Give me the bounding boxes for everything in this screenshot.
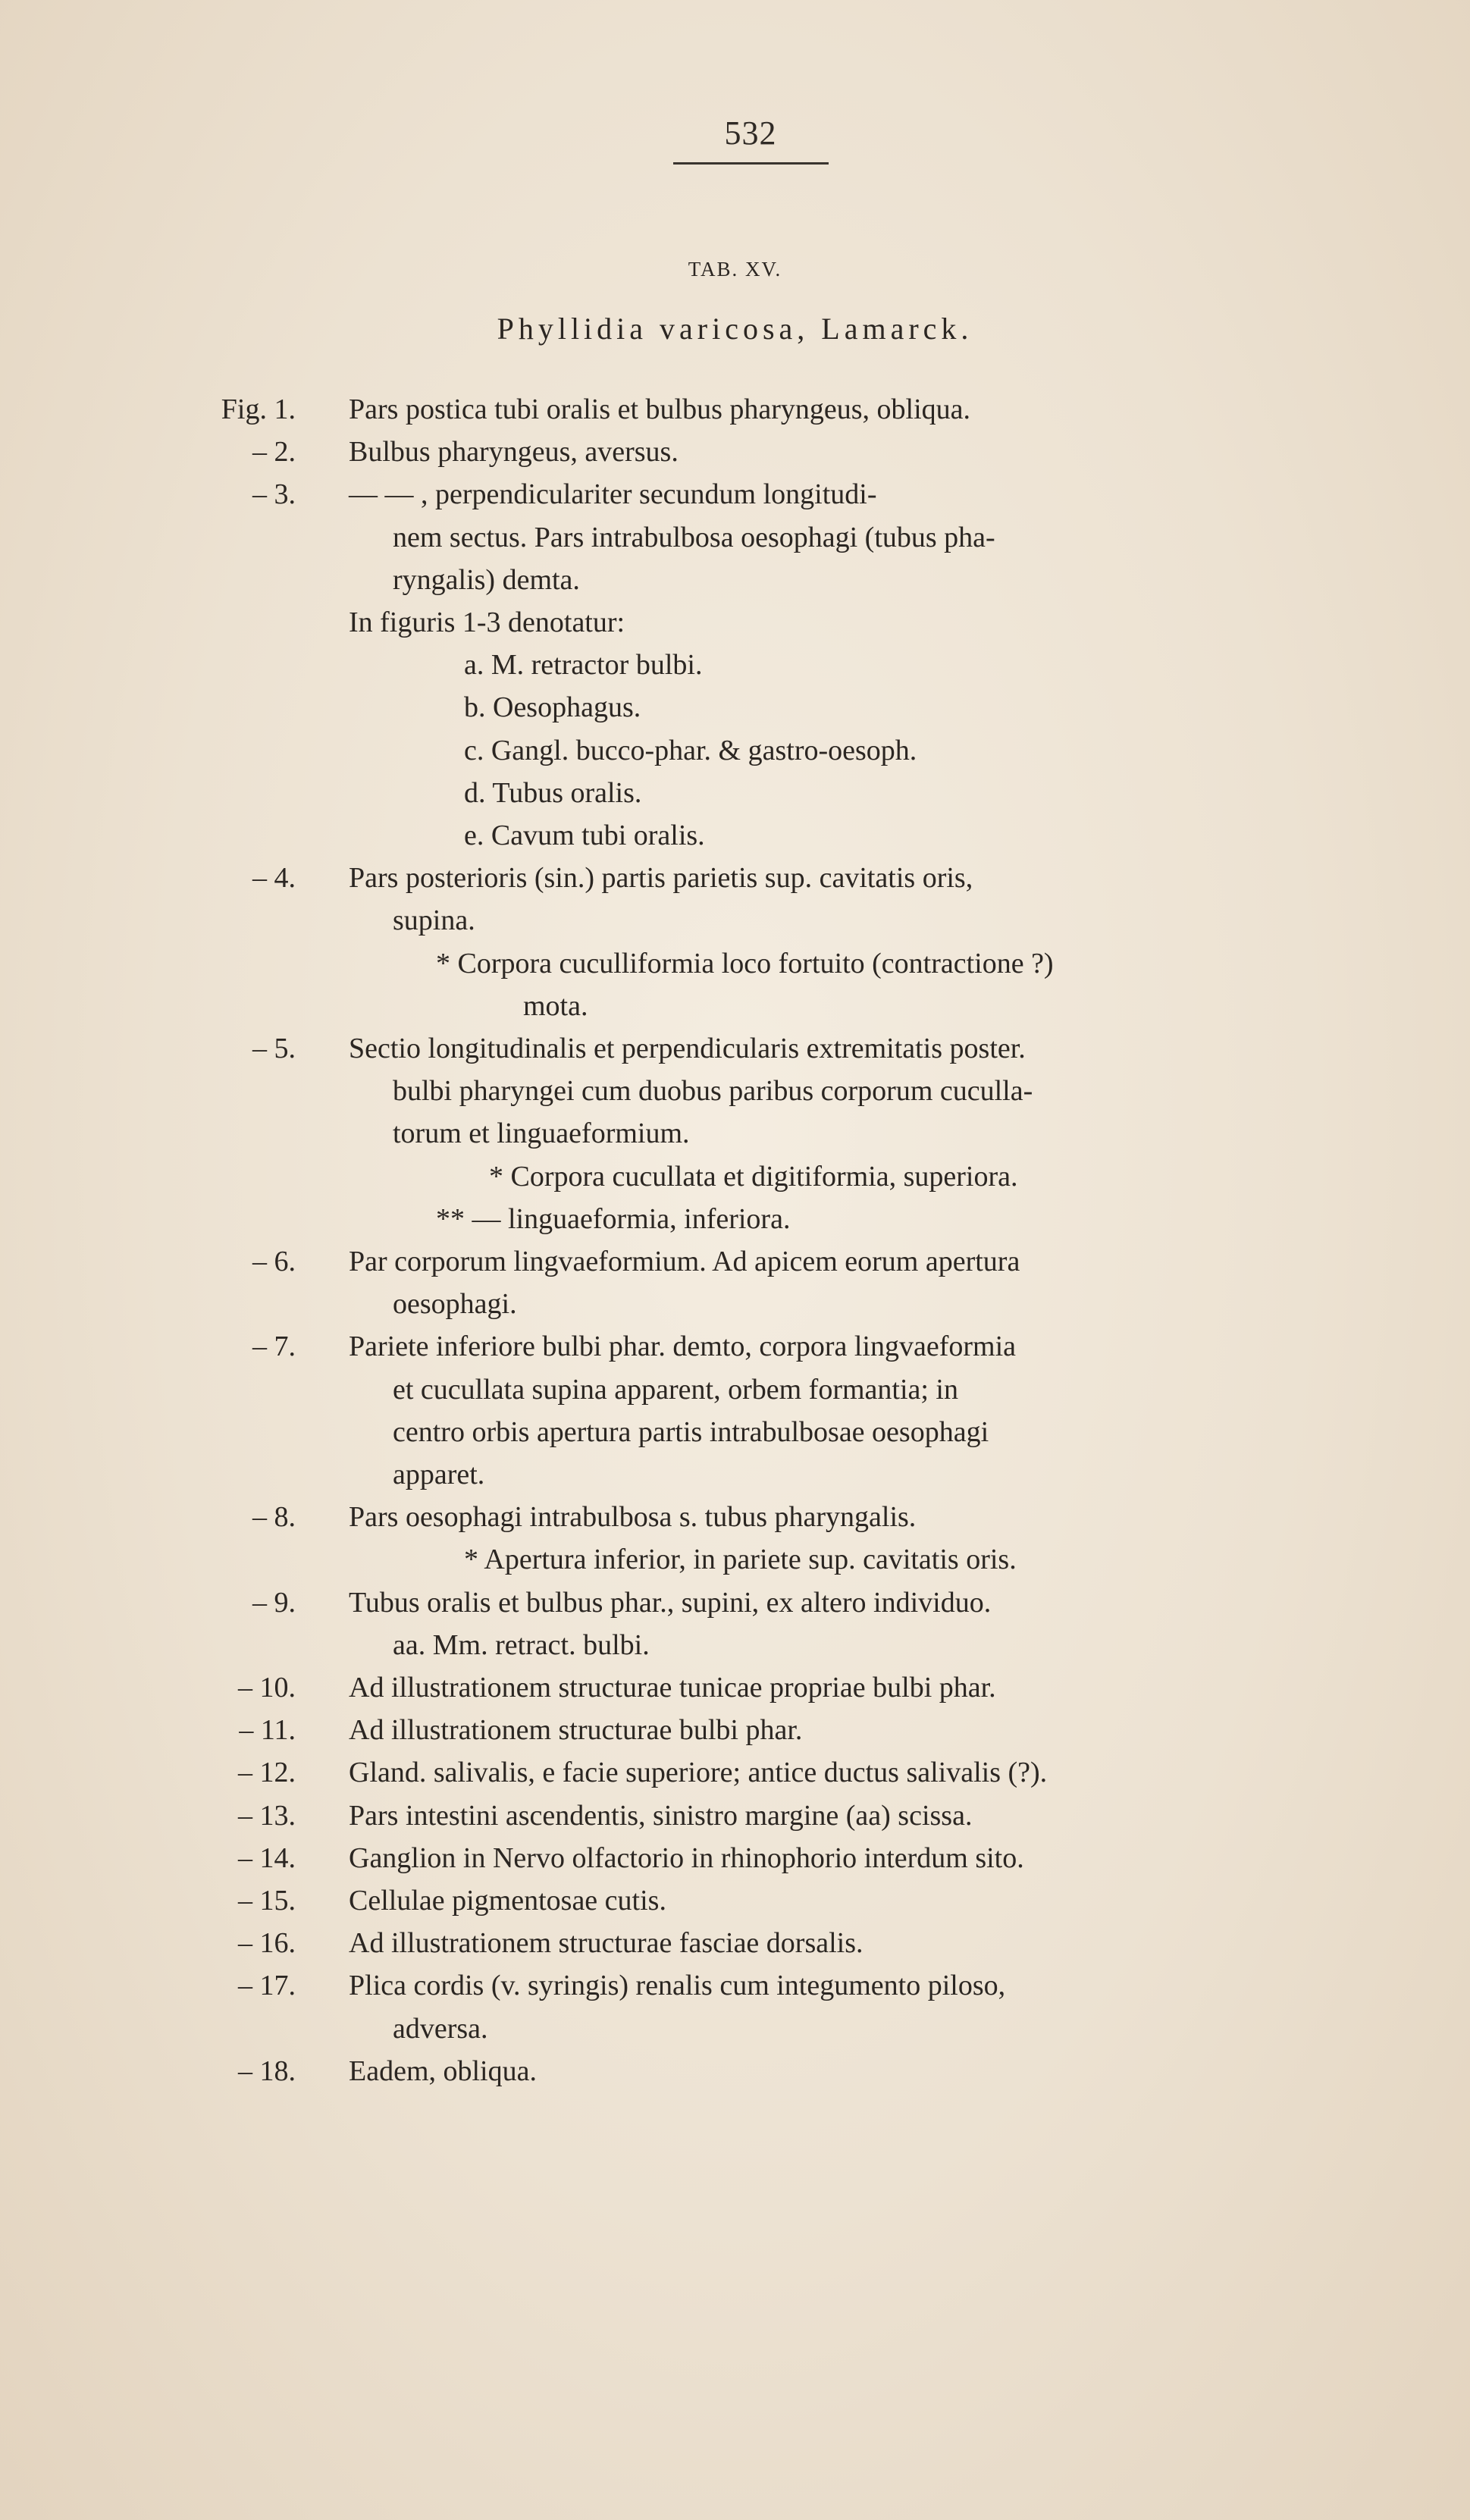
caption-text: bulbi pharyngei cum duobus paribus corporum cuculla- xyxy=(393,1075,1033,1108)
caption-line xyxy=(0,516,1470,559)
caption-text: Par corporum lingvaeformium. Ad apicem eorum apertura xyxy=(349,1246,1020,1277)
caption-text: adversa. xyxy=(393,2012,488,2045)
figure-number: – 9. xyxy=(252,1586,296,1619)
caption-text: In figuris 1-3 denotatur: xyxy=(349,606,625,638)
caption-line xyxy=(0,388,1470,431)
caption-line xyxy=(0,857,1470,899)
caption-text: * Corpora cucullata et digitiformia, superiora. xyxy=(489,1160,1018,1193)
caption-text: aa. Mm. retract. bulbi. xyxy=(393,1628,650,1661)
caption-text: centro orbis apertura partis intrabulbosae oesophagi xyxy=(393,1415,989,1448)
caption-line xyxy=(0,1922,1470,1964)
caption-text: e. Cavum tubi oralis. xyxy=(464,820,705,851)
caption-line xyxy=(0,1581,1470,1624)
caption-line xyxy=(0,473,1470,516)
figure-number: – 17. xyxy=(238,1970,296,2002)
caption-line xyxy=(0,1070,1470,1112)
caption-text: ** — linguaeformia, inferiora. xyxy=(436,1202,791,1235)
caption-text: Pars posterioris (sin.) partis parietis sup. cavitatis oris, xyxy=(349,862,973,895)
figure-number: – 12. xyxy=(238,1757,296,1789)
species-title: Phyllidia varicosa, Lamarck. xyxy=(497,312,973,346)
figure-number: – 6. xyxy=(252,1246,296,1277)
caption-line xyxy=(0,2050,1470,2092)
caption-text: b. Oesophagus. xyxy=(464,691,641,724)
caption-line xyxy=(0,1837,1470,1879)
caption-text: et cucullata supina apparent, orbem formantia; in xyxy=(393,1373,958,1406)
caption-line xyxy=(0,644,1470,686)
page-number: 532 xyxy=(724,114,777,152)
figure-number: – 14. xyxy=(238,1841,296,1874)
caption-text: Ad illustrationem structurae fasciae dorsalis. xyxy=(349,1927,864,1960)
caption-line xyxy=(0,686,1470,729)
caption-line xyxy=(0,1198,1470,1240)
caption-line xyxy=(0,899,1470,942)
page-number-rule xyxy=(673,162,829,165)
caption-text: Sectio longitudinalis et perpendicularis extremitatis poster. xyxy=(349,1033,1026,1064)
figure-number: – 4. xyxy=(252,862,296,895)
caption-line xyxy=(0,1538,1470,1581)
caption-text: a. M. retractor bulbi. xyxy=(464,649,703,682)
caption-text: Ad illustrationem structurae bulbi phar. xyxy=(349,1714,803,1747)
caption-line xyxy=(0,772,1470,814)
caption-line xyxy=(0,1112,1470,1155)
figure-number: – 10. xyxy=(238,1672,296,1704)
caption-text: — — , perpendiculariter secundum longitudi- xyxy=(349,478,877,511)
caption-line xyxy=(0,1624,1470,1666)
caption-text: Eadem, obliqua. xyxy=(349,2055,537,2087)
plate-label: TAB. XV. xyxy=(688,258,782,281)
caption-text: Pariete inferiore bulbi phar. demto, corpora lingvaeformia xyxy=(349,1331,1017,1363)
caption-line xyxy=(0,559,1470,601)
caption-line xyxy=(0,729,1470,772)
caption-text: Plica cordis (v. syringis) renalis cum integumento piloso, xyxy=(349,1970,1006,2002)
caption-line xyxy=(0,1368,1470,1411)
caption-line xyxy=(0,1155,1470,1198)
caption-text: mota. xyxy=(523,989,588,1022)
figure-number: – 5. xyxy=(252,1033,296,1064)
caption-text: Ad illustrationem structurae tunicae propriae bulbi phar. xyxy=(349,1672,996,1704)
figure-number: – 3. xyxy=(252,478,296,511)
caption-text: oesophagi. xyxy=(393,1288,517,1321)
caption-text: Gland. salivalis, e facie superiore; antice ductus salivalis (?). xyxy=(349,1757,1048,1789)
caption-text: Cellulae pigmentosae cutis. xyxy=(349,1885,666,1917)
caption-line xyxy=(0,1027,1470,1070)
caption-line xyxy=(0,985,1470,1027)
caption-text: supina. xyxy=(393,904,475,937)
figure-number: – 11. xyxy=(239,1714,296,1747)
caption-line xyxy=(0,1283,1470,1325)
caption-line xyxy=(0,1240,1470,1283)
figure-number: Fig. 1. xyxy=(221,393,296,425)
caption-line xyxy=(0,1666,1470,1709)
caption-text: * Corpora cuculliformia loco fortuito (contractione ?) xyxy=(436,947,1054,979)
caption-line xyxy=(0,1751,1470,1794)
caption-line xyxy=(0,1709,1470,1751)
caption-text: Pars intestini ascendentis, sinistro margine (aa) scissa. xyxy=(349,1799,973,1832)
caption-text: Pars postica tubi oralis et bulbus pharyngeus, obliqua. xyxy=(349,393,971,425)
caption-line xyxy=(0,1794,1470,1837)
caption-line xyxy=(0,1411,1470,1453)
caption-line xyxy=(0,2008,1470,2050)
caption-text: ryngalis) demta. xyxy=(393,563,580,596)
figure-number: – 7. xyxy=(252,1331,296,1363)
figure-number: – 16. xyxy=(238,1927,296,1960)
figure-number: – 2. xyxy=(252,436,296,469)
caption-text: * Apertura inferior, in pariete sup. cavitatis oris. xyxy=(464,1544,1017,1576)
figure-number: – 13. xyxy=(238,1799,296,1832)
caption-line xyxy=(0,1325,1470,1368)
caption-text: Bulbus pharyngeus, aversus. xyxy=(349,436,679,469)
caption-line xyxy=(0,1453,1470,1496)
caption-text: d. Tubus oralis. xyxy=(464,776,642,809)
caption-line xyxy=(0,1964,1470,2007)
caption-text: Ganglion in Nervo olfactorio in rhinophorio interdum sito. xyxy=(349,1841,1024,1874)
caption-line xyxy=(0,814,1470,857)
caption-text: apparet. xyxy=(393,1459,485,1490)
caption-line xyxy=(0,942,1470,985)
figure-number: – 15. xyxy=(238,1885,296,1917)
caption-line xyxy=(0,1496,1470,1538)
figure-number: – 18. xyxy=(238,2055,296,2087)
caption-line xyxy=(0,431,1470,473)
caption-text: nem sectus. Pars intrabulbosa oesophagi (tubus pha- xyxy=(393,521,995,553)
caption-line xyxy=(0,601,1470,644)
figure-number: – 8. xyxy=(252,1501,296,1534)
caption-text: torum et linguaeformium. xyxy=(393,1117,690,1150)
caption-line xyxy=(0,1879,1470,1922)
caption-text: Tubus oralis et bulbus phar., supini, ex altero individuo. xyxy=(349,1586,992,1619)
caption-text: c. Gangl. bucco-phar. & gastro-oesoph. xyxy=(464,734,917,766)
caption-text: Pars oesophagi intrabulbosa s. tubus pharyngalis. xyxy=(349,1501,917,1534)
